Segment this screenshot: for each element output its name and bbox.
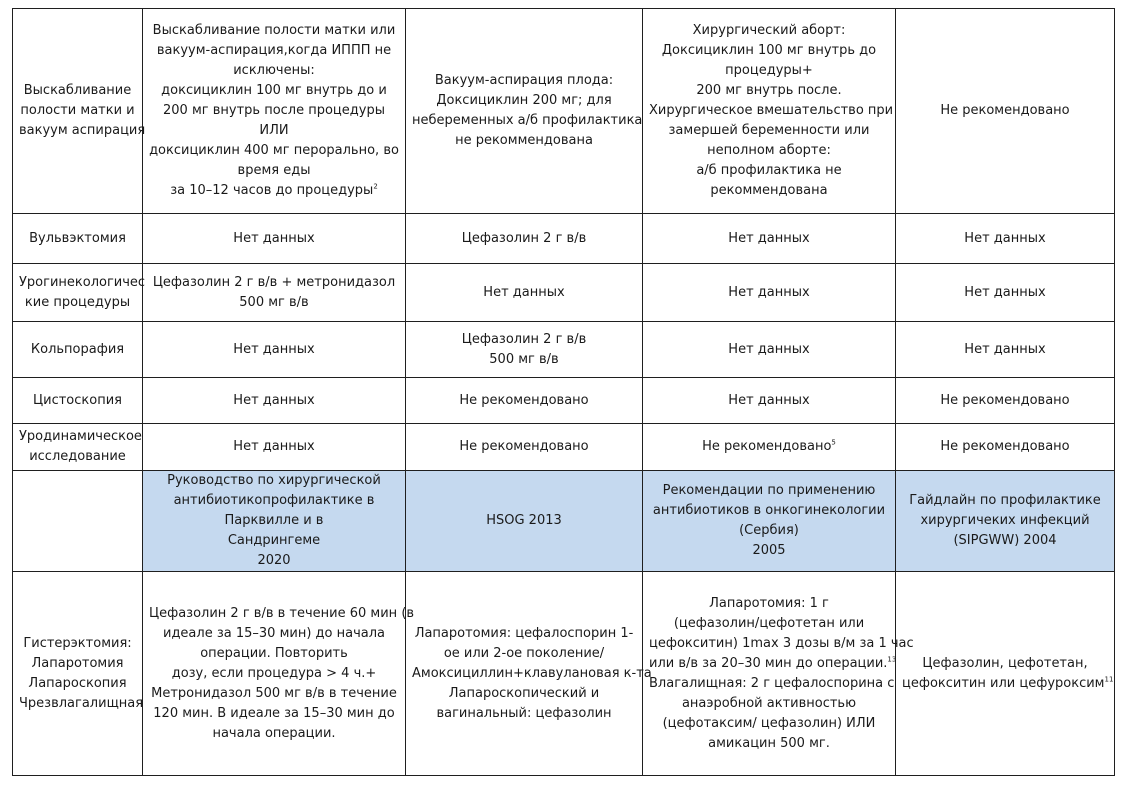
antibiotic-prophylaxis-table bbox=[12, 8, 1115, 776]
guideline-header-cell: Руководство по хирургической антибиотикопрофилактике в Парквилле и в Сандрингеме 2020 bbox=[143, 471, 406, 572]
table-row bbox=[13, 264, 1115, 322]
table-row bbox=[13, 424, 1115, 471]
guideline-cell: Нет данных bbox=[896, 322, 1115, 378]
guideline-header-row bbox=[13, 471, 1115, 572]
guideline-header-cell: Рекомендации по применению антибиотиков в онкогинекологии (Сербия) 2005 bbox=[643, 471, 896, 572]
guideline-cell: Нет данных bbox=[143, 322, 406, 378]
guideline-cell bbox=[643, 424, 896, 471]
guideline-cell: Не рекомендовано bbox=[406, 424, 643, 471]
guideline-cell: Лапаротомия: цефалоспорин 1- ое или 2-ое поколение/ Амоксициллин+клавулановая к-та Лапароскопический и вагинальный: цефазолин bbox=[406, 572, 643, 776]
footnote-marker: 13 bbox=[887, 655, 897, 664]
table-row bbox=[13, 322, 1115, 378]
footnote-marker: 5 bbox=[831, 438, 836, 447]
table-row bbox=[13, 9, 1115, 214]
guideline-cell: Не рекомендовано bbox=[896, 9, 1115, 214]
guideline-cell: Нет данных bbox=[643, 214, 896, 264]
guideline-cell: Лапаротомия: 1 г (цефазолин/цефотетан или цефокситин) 1max 3 дозы в/м за 1 час или в/в за 20–30 мин до операции.$^{13}$ Влагалищная: 2 г цефалоспорина с анаэробной активностью (цефотаксим/ цефазолин) ИЛИ амикацин 500 мг. bbox=[643, 572, 896, 776]
guideline-cell: Цефазолин 2 г в/в + метронидазол 500 мг в/в bbox=[143, 264, 406, 322]
guideline-cell: Не рекомендовано bbox=[896, 424, 1115, 471]
guideline-cell: Цефазолин 2 г в/в в течение 60 мин (в идеале за 15–30 мин) до начала операции. Повторить дозу, если процедура > 4 ч.+ Метронидазол 500 мг в/в в течение 120 мин. В идеале за 15–30 мин до начала операции. bbox=[143, 572, 406, 776]
guideline-cell: Хирургический аборт: Доксициклин 100 мг внутрь до процедуры+ 200 мг внутрь после. Хирургическое вмешательство при замершей беременности или неполном аборте: а/б профилактика не рекоммендована bbox=[643, 9, 896, 214]
guideline-cell: Нет данных bbox=[143, 378, 406, 424]
guideline-cell: Нет данных bbox=[896, 264, 1115, 322]
guideline-cell: Нет данных bbox=[406, 264, 643, 322]
text-line-with-footnote: за 10–12 часов до процедуры$^2$ bbox=[170, 182, 378, 198]
empty-header-cell bbox=[13, 471, 143, 572]
procedure-cell: Выскабливание полости матки и вакуум аспирация bbox=[13, 9, 143, 214]
procedure-cell: Вульвэктомия bbox=[13, 214, 143, 264]
guideline-cell: Не рекомендовано bbox=[406, 378, 643, 424]
footnote-marker: 11 bbox=[1104, 675, 1114, 684]
guideline-cell: Нет данных bbox=[643, 264, 896, 322]
guideline-cell: Цефазолин 2 г в/в bbox=[406, 214, 643, 264]
table-row bbox=[13, 572, 1115, 776]
guideline-cell: Не рекомендовано bbox=[896, 378, 1115, 424]
guideline-header-cell: Гайдлайн по профилактике хирургичеких инфекций (SIPGWW) 2004 bbox=[896, 471, 1115, 572]
guideline-header-cell: HSOG 2013 bbox=[406, 471, 643, 572]
guideline-cell: Нет данных bbox=[896, 214, 1115, 264]
guideline-cell: Нет данных bbox=[143, 214, 406, 264]
table-row bbox=[13, 214, 1115, 264]
guideline-cell: Выскабливание полости матки или вакуум-аспирация,когда ИППП не исключены: доксициклин 100 мг внутрь до и 200 мг внутрь после процедуры ИЛИ доксициклин 400 мг перорально, во время еды за 10–12 часов до процедуры$^2$ bbox=[143, 9, 406, 214]
procedure-cell: Уродинамическое исследование bbox=[13, 424, 143, 471]
guideline-cell: Цефазолин 2 г в/в 500 мг в/в bbox=[406, 322, 643, 378]
text-line-with-footnote: цефокситин или цефуроксим$^{11}$ bbox=[902, 675, 1114, 691]
procedure-cell: Гистерэктомия: Лапаротомия Лапароскопия Чрезвлагалищная bbox=[13, 572, 143, 776]
text-line-with-footnote: Не рекомендовано$^5$ bbox=[702, 438, 836, 454]
guideline-cell: Нет данных bbox=[143, 424, 406, 471]
procedure-cell: Урогинекологичес кие процедуры bbox=[13, 264, 143, 322]
guideline-cell: Нет данных bbox=[643, 378, 896, 424]
text-line-with-footnote: или в/в за 20–30 мин до операции.$^{13}$ bbox=[649, 655, 897, 671]
footnote-marker: 2 bbox=[373, 182, 378, 191]
guideline-cell: Нет данных bbox=[643, 322, 896, 378]
guideline-cell: Вакуум-аспирация плода: Доксициклин 200 мг; для небеременных а/б профилактика не рекоммендована bbox=[406, 9, 643, 214]
table-row bbox=[13, 378, 1115, 424]
guideline-cell: Цефазолин, цефотетан, цефокситин или цефуроксим$^{11}$ bbox=[896, 572, 1115, 776]
procedure-cell: Кольпорафия bbox=[13, 322, 143, 378]
procedure-cell: Цистоскопия bbox=[13, 378, 143, 424]
